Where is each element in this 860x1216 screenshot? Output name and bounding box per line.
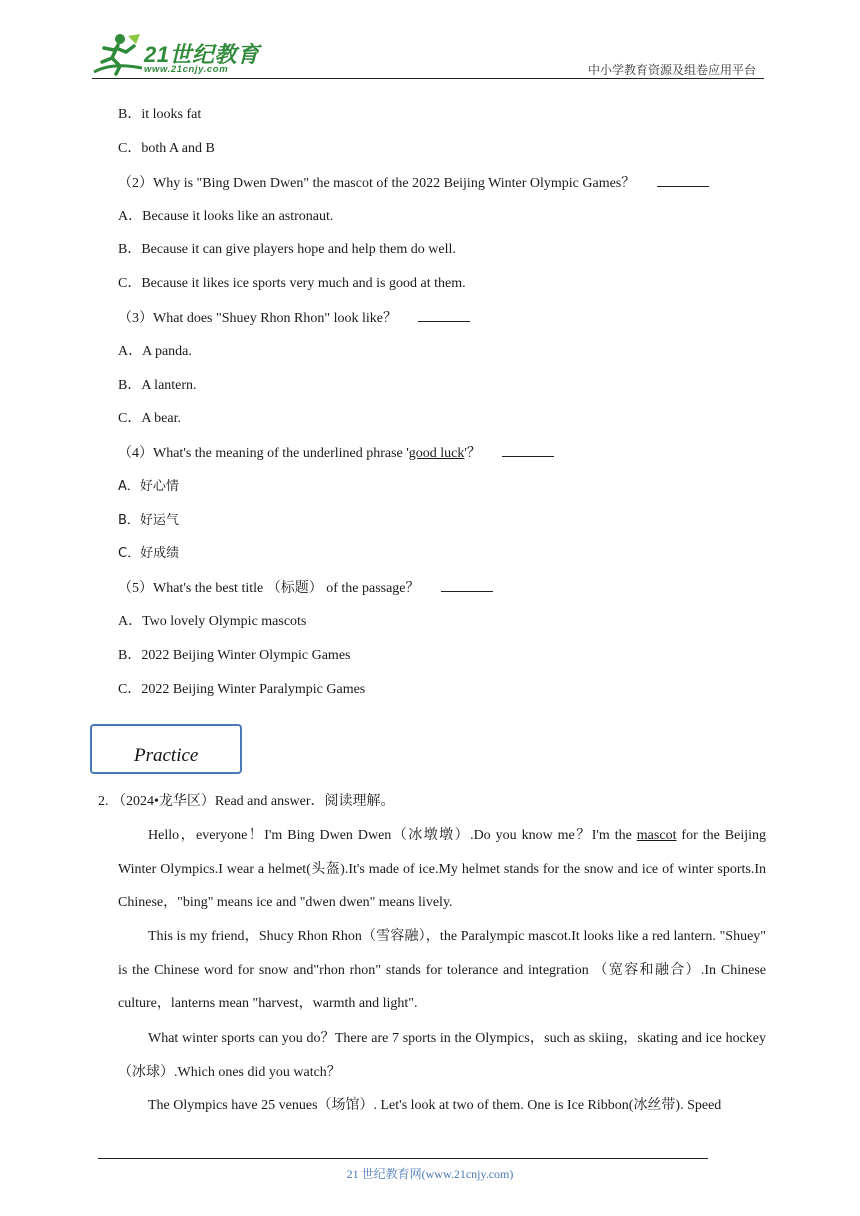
q2-answer-blank[interactable] (657, 174, 709, 187)
q1-option-b: B．it looks fat (118, 107, 202, 122)
q3-option-b: B．A lantern. (118, 378, 197, 393)
passage-paragraph-4: The Olympics have 25 venues（场馆）. Let's look at two of them. One is Ice Ribbon(冰丝带). Speed (148, 1098, 722, 1113)
q5-answer-blank[interactable] (441, 579, 493, 592)
q3-option-a: A．A panda. (118, 344, 192, 359)
q4-option-b: B．好运气 (118, 513, 179, 528)
q5-option-a: A．Two lovely Olympic mascots (118, 614, 307, 629)
q5-stem (118, 579, 493, 598)
header-divider (92, 78, 764, 79)
q4-option-a: A．好心情 (118, 479, 179, 494)
q4-stem (118, 444, 554, 463)
passage-paragraph-1 (118, 819, 766, 920)
q-2-heading: 2. （2024•龙华区）Read and answer．阅读理解。 (98, 794, 395, 809)
passage-paragraph-3: What winter sports can you do？There are 7 sports in the Olympics，such as skiing，skating and ice hockey（冰球）.Which ones did you watch？ (118, 1031, 766, 1080)
q2-option-c: C．Because it likes ice sports very much and is good at them. (118, 276, 466, 291)
passage-p1-after: for the Beijing Winter Olympics.I wear a helmet(头盔).It's made of ice.My helmet stands for the snow and ice of winter sports.In Chinese，"bing" means ice and "dwen dwen" means lively. (118, 828, 766, 911)
q5-option-c: C．2022 Beijing Winter Paralympic Games (118, 682, 366, 697)
q3-option-c: C．A bear. (118, 411, 181, 426)
q2-stem (118, 174, 709, 193)
q5-option-b: B．2022 Beijing Winter Olympic Games (118, 648, 351, 663)
q3-stem (118, 309, 470, 328)
q4-stem-after: '？ (464, 446, 481, 461)
practice-label: Practice (134, 745, 199, 766)
footer-divider (98, 1158, 708, 1159)
q4-option-c: C．好成绩 (118, 546, 180, 561)
logo-text: 21世纪教育 (144, 42, 260, 67)
q2-option-b: B．Because it can give players hope and help them do well. (118, 242, 456, 257)
logo-url: www.21cnjy.com (144, 64, 229, 75)
page-header (0, 0, 860, 80)
q3-stem-text: （3）What does "Shuey Rhon Rhon" look like？ (118, 311, 397, 326)
footer-text: 21 世纪教育网(www.21cnjy.com) (346, 1167, 514, 1181)
q5-stem-text: （5）What's the best title （标题） of the passage？ (118, 581, 420, 596)
passage-underlined-word: mascot (636, 828, 677, 843)
passage-p1-before: Hello，everyone！I'm Bing Dwen Dwen（冰墩墩）.Do you know me？I'm the (148, 828, 637, 843)
runner-logo-icon (92, 32, 144, 78)
q2-option-a: A．Because it looks like an astronaut. (118, 209, 334, 224)
site-logo (92, 32, 262, 80)
platform-title: 中小学教育资源及组卷应用平台 (587, 63, 756, 77)
q4-stem-before: （4）What's the meaning of the underlined phrase ' (118, 446, 409, 461)
q1-option-c: C．both A and B (118, 141, 215, 156)
practice-section-box (90, 724, 242, 774)
q4-answer-blank[interactable] (502, 444, 554, 457)
passage-paragraph-2: This is my friend，Shucy Rhon Rhon（雪容融），the Paralympic mascot.It looks like a red lantern. "Shuey" is the Chinese word for snow and"rhon rhon" stands for tolerance and integration （宽容和融合）.In Chinese culture，lanterns mean "harvest，warmth and light". (118, 929, 766, 1012)
q2-stem-text: （2）Why is "Bing Dwen Dwen" the mascot of the 2022 Beijing Winter Olympic Games？ (118, 176, 636, 191)
q3-answer-blank[interactable] (418, 309, 470, 322)
q4-underlined-phrase: good luck (408, 446, 465, 461)
